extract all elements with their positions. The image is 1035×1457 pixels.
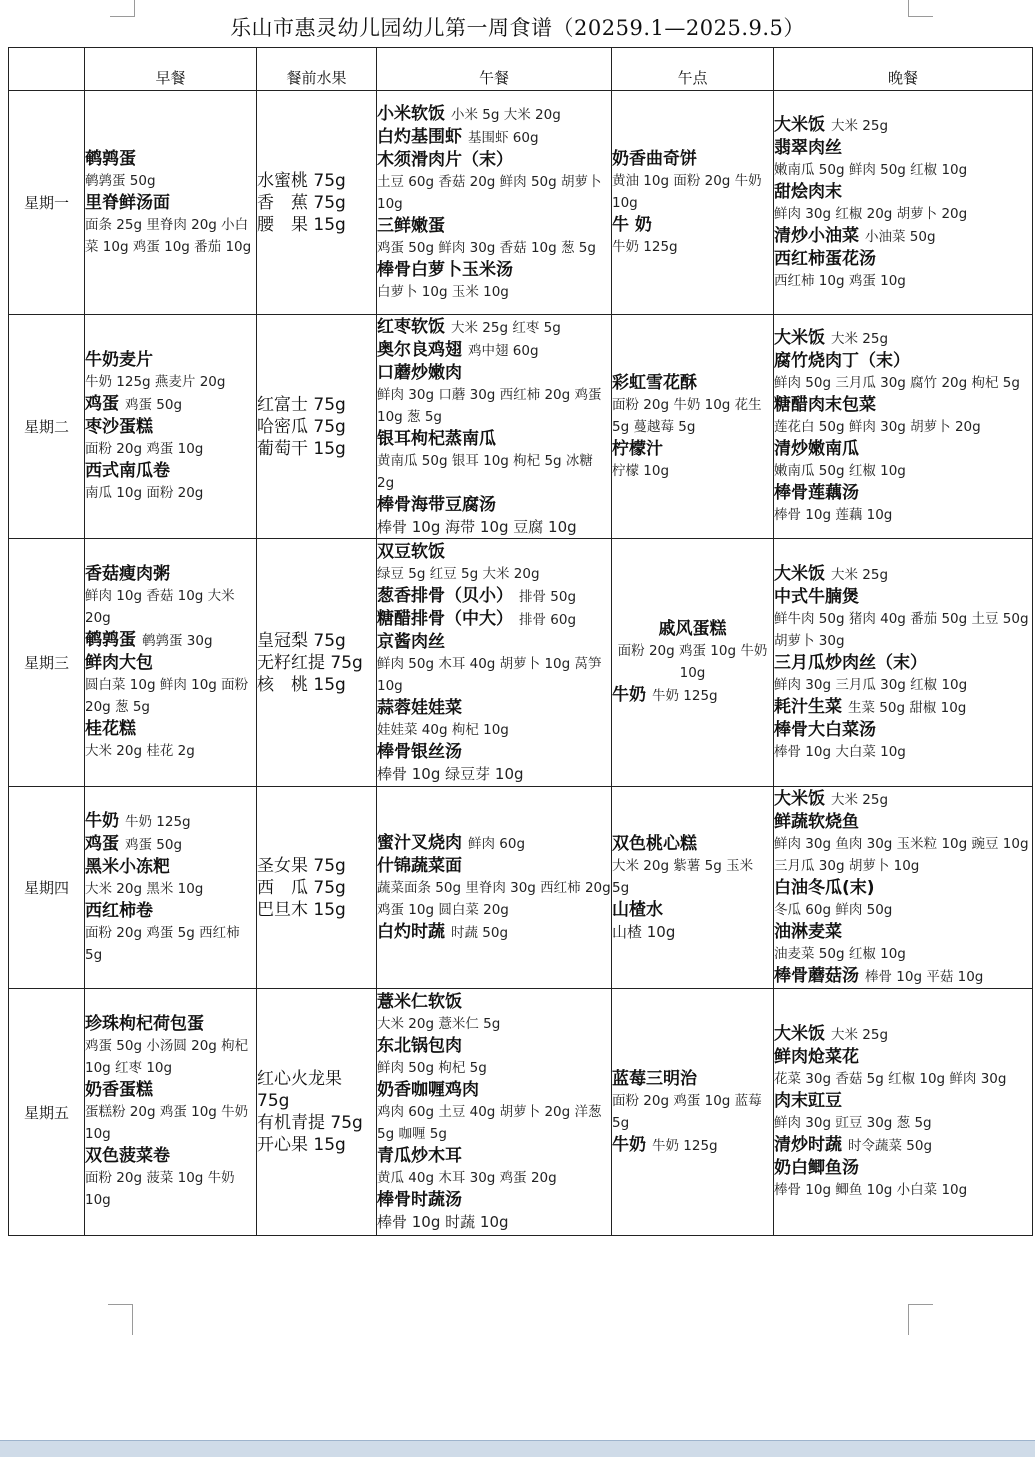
menu-item bbox=[85, 349, 256, 393]
dish-name: 鹌鹑蛋 bbox=[85, 148, 136, 169]
ingredients: 小米 5g 大米 20g bbox=[451, 106, 561, 123]
dish-name: 糖醋肉末包菜 bbox=[774, 395, 876, 415]
lunch-cell bbox=[377, 787, 612, 989]
menu-item bbox=[85, 1145, 256, 1211]
dish-name: 清炒时蔬 bbox=[774, 1135, 842, 1155]
menu-item bbox=[774, 921, 1032, 965]
ingredients: 鲜肉 30g 鱼肉 30g 玉米粒 10g 豌豆 10g 三月瓜 30g 胡萝卜 10g bbox=[774, 835, 1029, 874]
fruit-cell bbox=[257, 91, 377, 315]
ingredients: 鸡肉 60g 土豆 40g 胡萝卜 20g 洋葱 5g 咖喱 5g bbox=[377, 1104, 602, 1142]
ingredients: 鲜肉 30g 豇豆 30g 葱 5g bbox=[774, 1115, 932, 1131]
breakfast-cell bbox=[85, 315, 257, 539]
ingredients: 棒骨 10g 莲藕 10g bbox=[774, 507, 893, 523]
breakfast-cell bbox=[85, 989, 257, 1236]
menu-item bbox=[377, 697, 611, 741]
dinner-cell bbox=[774, 989, 1033, 1236]
lunch-cell bbox=[377, 539, 612, 787]
dish-name: 棒骨银丝汤 bbox=[377, 741, 462, 762]
table-row bbox=[9, 989, 1033, 1236]
dish-name: 鲜肉大包 bbox=[85, 653, 153, 673]
dish-name: 什锦蔬菜面 bbox=[377, 855, 462, 876]
menu-item bbox=[774, 719, 1032, 763]
ingredients: 大米 25g bbox=[831, 566, 889, 583]
menu-item bbox=[377, 608, 611, 631]
fruit-item: 巴旦木 15g bbox=[257, 899, 346, 920]
dish-name: 翡翠肉丝 bbox=[774, 137, 842, 158]
ingredients: 鲜肉 30g 口蘑 30g 西红柿 20g 鸡蛋 10g 葱 5g bbox=[377, 386, 602, 425]
dish-name: 棒骨莲藕汤 bbox=[774, 483, 859, 503]
menu-item bbox=[774, 482, 1032, 526]
ingredients: 生菜 50g 甜椒 10g bbox=[848, 699, 967, 716]
dish-name: 大米饭 bbox=[774, 328, 825, 348]
menu-item bbox=[377, 215, 611, 259]
dish-name: 小米软饭 bbox=[377, 103, 445, 124]
snack-cell bbox=[612, 315, 774, 539]
menu-item bbox=[377, 631, 611, 697]
ingredients: 棒骨 10g 时蔬 10g bbox=[377, 1213, 509, 1231]
dish-name: 大米饭 bbox=[774, 563, 825, 584]
dish-name: 双色桃心糕 bbox=[612, 833, 697, 854]
weekly-menu-table bbox=[8, 47, 1033, 1236]
dish-name: 银耳枸杞蒸南瓜 bbox=[377, 428, 496, 449]
menu-item bbox=[774, 1090, 1032, 1134]
ingredients: 牛奶 125g bbox=[652, 688, 718, 704]
ingredients: 大米 25g 红枣 5g bbox=[451, 319, 561, 336]
dish-name: 牛奶 bbox=[85, 810, 119, 831]
dish-name: 牛 奶 bbox=[612, 214, 652, 235]
menu-item bbox=[377, 259, 611, 303]
menu-item bbox=[85, 563, 256, 629]
dinner-cell bbox=[774, 315, 1033, 539]
ingredients: 面条 25g 里脊肉 20g 小白菜 10g 鸡蛋 10g 番茄 10g bbox=[85, 216, 252, 255]
dish-name: 京酱肉丝 bbox=[377, 631, 445, 652]
dish-name: 蓝莓三明治 bbox=[612, 1068, 697, 1089]
ingredients: 大米 25g bbox=[831, 117, 889, 134]
menu-item bbox=[377, 1079, 611, 1145]
ingredients: 鸡蛋 50g 鲜肉 30g 香菇 10g 葱 5g bbox=[377, 239, 596, 256]
dish-name: 肉末豇豆 bbox=[774, 1091, 842, 1111]
ingredients: 莲花白 50g 鲜肉 30g 胡萝卜 20g bbox=[774, 419, 981, 435]
dinner-cell bbox=[774, 91, 1033, 315]
ingredients: 蛋糕粉 20g 鸡蛋 10g 牛奶 10g bbox=[85, 1104, 249, 1142]
ingredients: 时蔬 50g bbox=[451, 924, 509, 941]
dish-name: 大米饭 bbox=[774, 788, 825, 809]
dish-name: 清炒嫩南瓜 bbox=[774, 439, 859, 459]
fruit-item: 无籽红提 75g bbox=[257, 652, 363, 673]
ingredients: 山楂 10g bbox=[612, 922, 676, 941]
day-label: 星期五 bbox=[9, 989, 85, 1236]
ingredients: 柠檬 10g bbox=[612, 462, 670, 479]
dish-name: 木须滑肉片（末） bbox=[377, 149, 513, 170]
dish-name: 奶香曲奇饼 bbox=[612, 148, 697, 169]
ingredients: 大米 20g 紫薯 5g 玉米 5g bbox=[612, 857, 754, 896]
menu-item bbox=[774, 327, 1032, 350]
dish-name: 大米饭 bbox=[774, 1024, 825, 1044]
ingredients: 鹌鹑蛋 30g bbox=[142, 633, 213, 649]
menu-item bbox=[774, 438, 1032, 482]
ingredients: 鲜肉 30g 三月瓜 30g 红椒 10g bbox=[774, 676, 968, 693]
menu-item bbox=[774, 248, 1032, 292]
ingredients: 黄油 10g 面粉 20g 牛奶 10g bbox=[612, 172, 762, 211]
ingredients: 鸡蛋 50g bbox=[125, 836, 183, 853]
breakfast-cell bbox=[85, 539, 257, 787]
dish-name: 中式牛腩煲 bbox=[774, 586, 859, 607]
ingredients: 鹌鹑蛋 50g bbox=[85, 172, 156, 189]
fruit-item: 哈密瓜 75g bbox=[257, 416, 346, 437]
dish-name: 奥尔良鸡翅 bbox=[377, 339, 462, 360]
crop-mark-bottom-right bbox=[908, 1304, 933, 1335]
menu-item bbox=[377, 585, 611, 608]
ingredients: 鲜牛肉 50g 猪肉 40g 番茄 50g 土豆 50g 胡萝卜 30g bbox=[774, 610, 1029, 649]
dish-name: 牛奶 bbox=[612, 685, 646, 705]
menu-item bbox=[377, 921, 611, 944]
ingredients: 棒骨 10g 大白菜 10g bbox=[774, 743, 906, 760]
ingredients: 鸡中翅 60g bbox=[468, 342, 539, 359]
fruit-item: 腰 果 15g bbox=[257, 214, 346, 235]
ingredients: 大米 25g bbox=[831, 791, 889, 808]
table-row bbox=[9, 91, 1033, 315]
menu-item bbox=[377, 832, 611, 855]
ingredients: 大米 20g 黑米 10g bbox=[85, 880, 204, 897]
fruit-item: 香 蕉 75g bbox=[257, 192, 346, 213]
ingredients: 鲜肉 30g 红椒 20g 胡萝卜 20g bbox=[774, 205, 968, 222]
dish-name: 奶香咖喱鸡肉 bbox=[377, 1080, 479, 1100]
menu-item bbox=[85, 460, 256, 504]
menu-item bbox=[377, 149, 611, 215]
dish-name: 白灼基围虾 bbox=[377, 126, 462, 147]
ingredients: 嫩南瓜 50g 红椒 10g bbox=[774, 463, 906, 479]
menu-item bbox=[774, 225, 1032, 248]
menu-item bbox=[377, 103, 611, 126]
ingredients: 牛奶 125g 燕麦片 20g bbox=[85, 374, 226, 390]
menu-item bbox=[774, 1134, 1032, 1157]
menu-item bbox=[377, 428, 611, 494]
header-breakfast: 早餐 bbox=[85, 48, 257, 91]
menu-item bbox=[612, 899, 773, 943]
day-label: 星期四 bbox=[9, 787, 85, 989]
dish-name: 山楂水 bbox=[612, 899, 663, 920]
ingredients: 白萝卜 10g 玉米 10g bbox=[377, 283, 509, 300]
menu-item bbox=[612, 148, 773, 214]
dish-name: 西式南瓜卷 bbox=[85, 461, 170, 481]
dish-name: 里脊鲜汤面 bbox=[85, 192, 170, 213]
header-fruit: 餐前水果 bbox=[257, 48, 377, 91]
menu-item bbox=[612, 1134, 773, 1157]
dish-name: 大米饭 bbox=[774, 114, 825, 135]
menu-item bbox=[377, 494, 611, 538]
dish-name: 香菇瘦肉粥 bbox=[85, 564, 170, 584]
ingredients: 面粉 20g 牛奶 10g 花生 5g 蔓越莓 5g bbox=[612, 396, 762, 435]
menu-item bbox=[377, 362, 611, 428]
ingredients: 鸡蛋 50g 小汤圆 20g 枸杞 10g 红枣 10g bbox=[85, 1038, 249, 1076]
dish-name: 鲜肉炝菜花 bbox=[774, 1047, 859, 1067]
ingredients: 牛奶 125g bbox=[125, 813, 191, 830]
ingredients: 圆白菜 10g 鲜肉 10g 面粉 20g 葱 5g bbox=[85, 677, 249, 715]
lunch-cell bbox=[377, 315, 612, 539]
ingredients: 排骨 60g bbox=[519, 611, 577, 628]
ingredients: 面粉 20g 鸡蛋 10g bbox=[85, 441, 204, 457]
menu-item bbox=[774, 1023, 1032, 1046]
ingredients: 黄南瓜 50g 银耳 10g 枸杞 5g 冰糖 2g bbox=[377, 452, 593, 491]
window-bottom-bar bbox=[0, 1440, 1035, 1457]
ingredients: 西红柿 10g 鸡蛋 10g bbox=[774, 272, 906, 289]
snack-cell bbox=[612, 989, 774, 1236]
dish-name: 蒜蓉娃娃菜 bbox=[377, 697, 462, 718]
ingredients: 花菜 30g 香菇 5g 红椒 10g 鲜肉 30g bbox=[774, 1071, 1007, 1087]
menu-item bbox=[377, 741, 611, 785]
menu-item bbox=[774, 563, 1032, 586]
menu-item bbox=[85, 416, 256, 460]
ingredients: 鲜肉 50g 木耳 40g 胡萝卜 10g 莴笋 10g bbox=[377, 655, 602, 694]
snack-cell bbox=[612, 539, 774, 787]
dish-name: 口蘑炒嫩肉 bbox=[377, 362, 462, 383]
ingredients: 大米 20g 桂花 2g bbox=[85, 743, 195, 759]
dish-name: 葱香排骨（贝小） bbox=[377, 585, 513, 606]
menu-item bbox=[377, 1145, 611, 1189]
dish-name: 糖醋排骨（中大） bbox=[377, 608, 513, 629]
menu-item bbox=[85, 810, 256, 833]
menu-item bbox=[612, 618, 773, 684]
dish-name: 鸡蛋 bbox=[85, 394, 119, 414]
menu-item bbox=[774, 1157, 1032, 1201]
page-title: 乐山市惠灵幼儿园幼儿第一周食谱（20259.1—2025.9.5） bbox=[230, 16, 805, 40]
dish-name: 棒骨蘑菇汤 bbox=[774, 965, 859, 986]
menu-item bbox=[377, 126, 611, 149]
ingredients: 基围虾 60g bbox=[468, 129, 539, 146]
fruit-item: 开心果 15g bbox=[257, 1135, 346, 1155]
snack-cell bbox=[612, 91, 774, 315]
ingredients: 南瓜 10g 面粉 20g bbox=[85, 485, 204, 501]
dish-name: 西红柿卷 bbox=[85, 900, 153, 921]
menu-item bbox=[774, 350, 1032, 394]
ingredients: 冬瓜 60g 鲜肉 50g bbox=[774, 901, 893, 918]
fruit-item: 水蜜桃 75g bbox=[257, 170, 346, 191]
fruit-item: 皇冠梨 75g bbox=[257, 630, 346, 651]
menu-item bbox=[612, 1068, 773, 1134]
day-label: 星期一 bbox=[9, 91, 85, 315]
fruit-cell bbox=[257, 315, 377, 539]
dish-name: 双色菠菜卷 bbox=[85, 1146, 170, 1166]
lunch-cell bbox=[377, 989, 612, 1236]
ingredients: 面粉 20g 鸡蛋 5g 西红柿 5g bbox=[85, 924, 240, 963]
day-label: 星期二 bbox=[9, 315, 85, 539]
menu-item bbox=[774, 811, 1032, 877]
menu-item bbox=[85, 393, 256, 416]
ingredients: 时令蔬菜 50g bbox=[848, 1138, 933, 1154]
fruit-item: 红富士 75g bbox=[257, 394, 346, 415]
dish-name: 白油冬瓜(末) bbox=[774, 877, 875, 898]
dish-name: 黑米小冻粑 bbox=[85, 856, 170, 877]
table-row bbox=[9, 787, 1033, 989]
menu-item bbox=[612, 214, 773, 258]
menu-item bbox=[85, 629, 256, 652]
ingredients: 棒骨 10g 绿豆芽 10g bbox=[377, 764, 524, 783]
fruit-item: 核 桃 15g bbox=[257, 674, 346, 695]
menu-item bbox=[85, 718, 256, 762]
lunch-cell bbox=[377, 91, 612, 315]
menu-item bbox=[774, 181, 1032, 225]
menu-item bbox=[774, 696, 1032, 719]
fruit-item: 葡萄干 15g bbox=[257, 438, 346, 459]
menu-item bbox=[774, 137, 1032, 181]
ingredients: 油麦菜 50g 红椒 10g bbox=[774, 945, 906, 962]
ingredients: 面粉 20g 鸡蛋 10g 蓝莓 5g bbox=[612, 1092, 762, 1131]
ingredients: 鲜肉 10g 香菇 10g 大米 20g bbox=[85, 588, 235, 626]
menu-item bbox=[612, 372, 773, 438]
breakfast-cell bbox=[85, 91, 257, 315]
dinner-cell bbox=[774, 787, 1033, 989]
dish-name: 红枣软饭 bbox=[377, 316, 445, 337]
ingredients: 排骨 50g bbox=[519, 588, 577, 605]
dish-name: 耗汁生菜 bbox=[774, 696, 842, 717]
dish-name: 三月瓜炒肉丝（末） bbox=[774, 652, 927, 673]
dish-name: 甜烩肉末 bbox=[774, 181, 842, 202]
dish-name: 鹌鹑蛋 bbox=[85, 630, 136, 650]
dish-name: 青瓜炒木耳 bbox=[377, 1146, 462, 1166]
menu-item bbox=[85, 1013, 256, 1079]
menu-item bbox=[85, 1079, 256, 1145]
header-snack: 午点 bbox=[612, 48, 774, 91]
ingredients: 嫩南瓜 50g 鲜肉 50g 红椒 10g bbox=[774, 161, 968, 178]
dish-name: 蜜汁叉烧肉 bbox=[377, 832, 462, 853]
menu-item bbox=[774, 788, 1032, 811]
fruit-cell bbox=[257, 539, 377, 787]
dish-name: 牛奶麦片 bbox=[85, 350, 153, 370]
dish-name: 西红柿蛋花汤 bbox=[774, 248, 876, 269]
dish-name: 白灼时蔬 bbox=[377, 921, 445, 942]
ingredients: 大米 25g bbox=[831, 331, 889, 347]
ingredients: 面粉 20g 鸡蛋 10g 牛奶 10g bbox=[617, 643, 768, 681]
dish-name: 鸡蛋 bbox=[85, 833, 119, 854]
menu-item bbox=[774, 1046, 1032, 1090]
menu-item bbox=[774, 877, 1032, 921]
day-label: 星期三 bbox=[9, 539, 85, 787]
dish-name: 三鲜嫩蛋 bbox=[377, 215, 445, 236]
fruit-item: 西 瓜 75g bbox=[257, 877, 346, 898]
ingredients: 牛奶 125g bbox=[652, 1137, 718, 1154]
dish-name: 棒骨时蔬汤 bbox=[377, 1190, 462, 1210]
ingredients: 棒骨 10g 鲫鱼 10g 小白菜 10g bbox=[774, 1182, 968, 1198]
ingredients: 牛奶 125g bbox=[612, 238, 678, 255]
dish-name: 牛奶 bbox=[612, 1134, 646, 1155]
dish-name: 鲜蔬软烧鱼 bbox=[774, 811, 859, 832]
menu-item bbox=[377, 316, 611, 339]
dish-name: 奶白鲫鱼汤 bbox=[774, 1158, 859, 1178]
menu-item bbox=[85, 833, 256, 856]
table-header-row bbox=[9, 48, 1033, 91]
menu-item bbox=[85, 192, 256, 258]
menu-item bbox=[774, 394, 1032, 438]
menu-item bbox=[774, 652, 1032, 696]
ingredients: 娃娃菜 40g 枸杞 10g bbox=[377, 721, 509, 738]
menu-item bbox=[85, 652, 256, 718]
dish-name: 桂花糕 bbox=[85, 719, 136, 739]
menu-item bbox=[377, 1189, 611, 1233]
dish-name: 珍珠枸杞荷包蛋 bbox=[85, 1014, 204, 1034]
ingredients: 鲜肉 50g 枸杞 5g bbox=[377, 1060, 487, 1076]
dish-name: 双豆软饭 bbox=[377, 541, 445, 562]
menu-item bbox=[612, 833, 773, 899]
dish-name: 奶香蛋糕 bbox=[85, 1080, 153, 1100]
menu-item bbox=[774, 965, 1032, 988]
snack-cell bbox=[612, 787, 774, 989]
dish-name: 棒骨白萝卜玉米汤 bbox=[377, 259, 513, 280]
menu-item bbox=[377, 855, 611, 921]
dinner-cell bbox=[774, 539, 1033, 787]
dish-name: 戚风蛋糕 bbox=[658, 619, 727, 639]
ingredients: 小油菜 50g bbox=[865, 228, 936, 245]
menu-item bbox=[377, 991, 611, 1035]
crop-mark-bottom-left bbox=[108, 1304, 133, 1335]
ingredients: 黄瓜 40g 木耳 30g 鸡蛋 20g bbox=[377, 1170, 557, 1186]
menu-item bbox=[85, 148, 256, 192]
menu-item bbox=[377, 339, 611, 362]
table-row bbox=[9, 315, 1033, 539]
menu-item bbox=[774, 586, 1032, 652]
ingredients: 鲜肉 60g bbox=[468, 835, 526, 852]
ingredients: 大米 20g 薏米仁 5g bbox=[377, 1016, 501, 1032]
dish-name: 东北锅包肉 bbox=[377, 1036, 462, 1056]
ingredients: 大米 25g bbox=[831, 1027, 889, 1043]
header-dinner: 晚餐 bbox=[774, 48, 1033, 91]
fruit-item: 有机青提 75g bbox=[257, 1113, 363, 1133]
dish-name: 清炒小油菜 bbox=[774, 225, 859, 246]
fruit-item: 圣女果 75g bbox=[257, 855, 346, 876]
header-lunch: 午餐 bbox=[377, 48, 612, 91]
menu-item bbox=[85, 856, 256, 900]
dish-name: 油淋麦菜 bbox=[774, 921, 842, 942]
menu-item bbox=[774, 114, 1032, 137]
ingredients: 鸡蛋 50g bbox=[125, 397, 183, 413]
dish-name: 薏米仁软饭 bbox=[377, 992, 462, 1012]
fruit-cell bbox=[257, 787, 377, 989]
dish-name: 枣沙蛋糕 bbox=[85, 417, 153, 437]
fruit-cell bbox=[257, 989, 377, 1236]
ingredients: 土豆 60g 香菇 20g 鲜肉 50g 胡萝卜 10g bbox=[377, 173, 602, 212]
dish-name: 腐竹烧肉丁（末） bbox=[774, 351, 910, 371]
dish-name: 彩虹雪花酥 bbox=[612, 372, 697, 393]
fruit-item: 红心火龙果 75g bbox=[257, 1069, 342, 1111]
menu-item bbox=[612, 684, 773, 707]
ingredients: 棒骨 10g 平菇 10g bbox=[865, 968, 984, 985]
menu-item bbox=[85, 900, 256, 966]
ingredients: 蔬菜面条 50g 里脊肉 30g 西红柿 20g 鸡蛋 10g 圆白菜 20g bbox=[377, 879, 611, 918]
dish-name: 棒骨海带豆腐汤 bbox=[377, 494, 496, 515]
ingredients: 面粉 20g 菠菜 10g 牛奶 10g bbox=[85, 1170, 235, 1208]
dish-name: 棒骨大白菜汤 bbox=[774, 719, 876, 740]
dish-name: 柠檬汁 bbox=[612, 438, 663, 459]
menu-item bbox=[612, 438, 773, 482]
ingredients: 棒骨 10g 海带 10g 豆腐 10g bbox=[377, 517, 577, 536]
ingredients: 鲜肉 50g 三月瓜 30g 腐竹 20g 枸杞 5g bbox=[774, 375, 1020, 391]
ingredients: 绿豆 5g 红豆 5g 大米 20g bbox=[377, 565, 540, 582]
breakfast-cell bbox=[85, 787, 257, 989]
table-row bbox=[9, 539, 1033, 787]
menu-item bbox=[377, 541, 611, 585]
menu-item bbox=[377, 1035, 611, 1079]
header-day bbox=[9, 48, 85, 91]
